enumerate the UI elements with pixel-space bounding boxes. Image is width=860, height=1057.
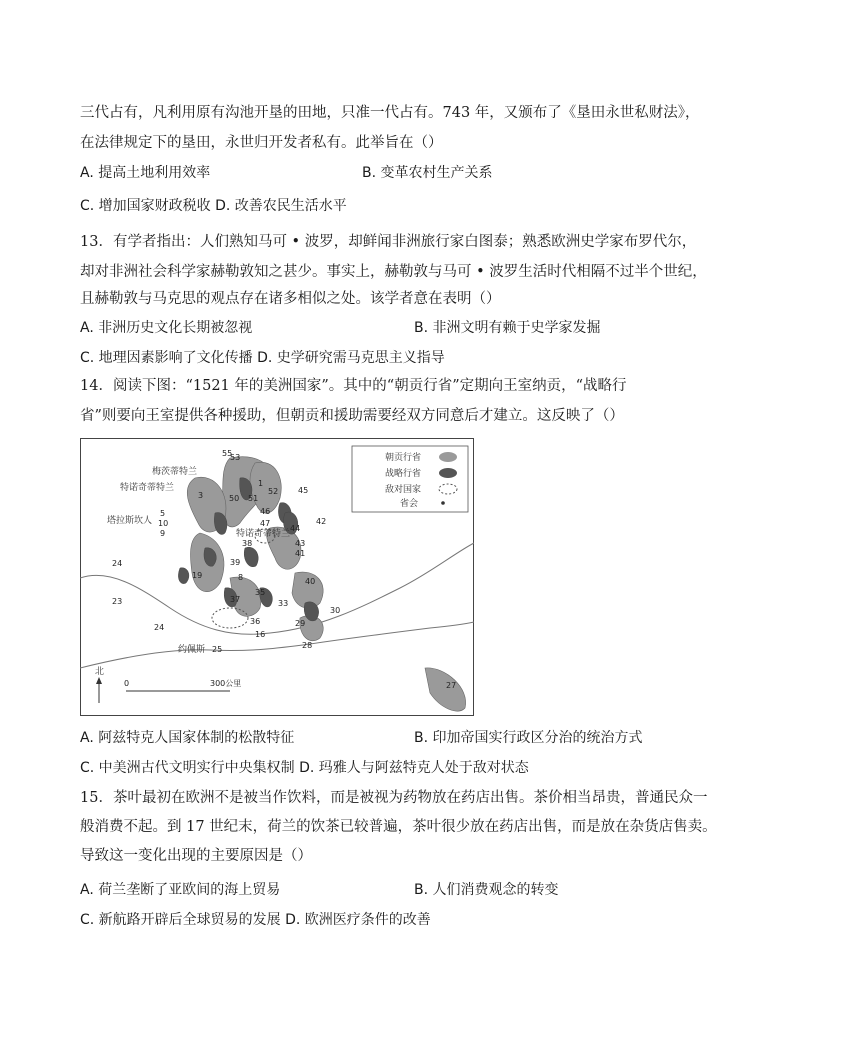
legend-capital-label: 省会: [400, 499, 419, 509]
province-number: 38: [242, 539, 253, 548]
q12-option-a: A. 提高土地利用效率: [80, 165, 211, 181]
province-number: 19: [192, 571, 203, 580]
place-label: 塔拉斯坎人: [107, 516, 153, 526]
q13-option-cd: C. 地理因素影响了文化传播 D. 史学研究需马克思主义指导: [80, 350, 445, 366]
place-label: 约佩斯: [178, 645, 206, 655]
north-label: 北: [95, 667, 105, 677]
q14-line-2: 省”则要向王室提供各种援助，但朝贡和援助需要经双方同意后才建立。这反映了（）: [80, 408, 624, 424]
q14-line-1: 14．阅读下图：“1521 年的美洲国家”。其中的“朝贡行省”定期向王室纳贡，“战略行: [80, 378, 627, 394]
province-number: 23: [112, 597, 123, 606]
q15-option-b: B. 人们消费观念的转变: [414, 882, 559, 898]
province-number: 44: [290, 524, 301, 533]
q15-line-3: 导致这一变化出现的主要原因是（）: [80, 848, 312, 864]
q13-line-3: 且赫勒敦与马克思的观点存在诸多相似之处。该学者意在表明（）: [80, 291, 501, 307]
province-number: 29: [295, 619, 306, 628]
q15-line-2: 般消费不起。到 17 世纪末，荷兰的饮茶已较普遍，茶叶很少放在药店出售，而是放在杂货店售卖。: [80, 819, 717, 835]
province-number: 27: [446, 681, 457, 690]
q15-option-cd: C. 新航路开辟后全球贸易的发展 D. 欧洲医疗条件的改善: [80, 912, 431, 928]
legend-tributary-label: 朝贡行省: [385, 453, 422, 463]
province-number: 24: [154, 623, 165, 632]
q12-option-cd: C. 增加国家财政税收 D. 改善农民生活水平: [80, 198, 347, 214]
province-number: 3: [198, 491, 204, 500]
q13-option-b: B. 非洲文明有赖于史学家发掘: [414, 320, 601, 336]
province-number: 43: [295, 539, 306, 548]
place-label: 梅茨蒂特兰: [152, 467, 198, 477]
province-number: 37: [230, 595, 241, 604]
province-number: 39: [230, 558, 241, 567]
province-number: 24: [112, 559, 123, 568]
province-number: 46: [260, 507, 271, 516]
province-number: 55: [222, 449, 233, 458]
place-label: 特诺奇蒂特兰: [120, 483, 175, 493]
province-number: 5: [160, 509, 166, 518]
province-number: 40: [305, 577, 316, 586]
province-number: 53: [230, 453, 241, 462]
province-number: 25: [212, 645, 223, 654]
q14-option-b: B. 印加帝国实行政区分治的统治方式: [414, 730, 643, 746]
q15-line-1: 15．茶叶最初在欧洲不是被当作饮料，而是被视为药物放在药店出售。茶价相当昂贵，普通民众一: [80, 790, 708, 806]
scale-start: 0: [124, 679, 130, 688]
province-number: 36: [250, 617, 261, 626]
line-1: 三代占有，凡利用原有沟池开垦的田地，只准一代占有。743 年，又颁布了《垦田永世私财法》，: [80, 105, 700, 121]
q14-option-a: A. 阿兹特克人国家体制的松散特征: [80, 730, 295, 746]
province-number: 28: [302, 641, 313, 650]
province-number: 30: [330, 606, 341, 615]
province-number: 51: [248, 494, 259, 503]
q13-option-a: A. 非洲历史文化长期被忽视: [80, 320, 253, 336]
q15-option-a: A. 荷兰垄断了亚欧间的海上贸易: [80, 882, 281, 898]
province-number: 47: [260, 519, 271, 528]
province-number: 10: [158, 519, 169, 528]
line-2: 在法律规定下的垦田，永世归开发者私有。此举旨在（）: [80, 135, 443, 151]
legend-hostile-label: 敌对国家: [385, 485, 422, 495]
province-number: 42: [316, 517, 327, 526]
legend-strategic-label: 战略行省: [385, 469, 422, 479]
province-number: 33: [278, 599, 289, 608]
scale-end: 300公里: [210, 679, 242, 688]
q13-line-2: 却对非洲社会科学家赫勒敦知之甚少。事实上，赫勒敦与马可 • 波罗生活时代相隔不过半个世纪，: [80, 264, 707, 280]
province-number: 9: [160, 529, 166, 538]
province-number: 1: [258, 479, 264, 488]
province-number: 45: [298, 486, 309, 495]
place-label: 特诺奇蒂特兰: [236, 529, 291, 539]
province-number: 8: [238, 573, 244, 582]
province-number: 35: [255, 588, 266, 597]
q13-line-1: 13．有学者指出：人们熟知马可 • 波罗，却鲜闻非洲旅行家白图泰；熟悉欧洲史学家布罗代尔，: [80, 234, 697, 250]
q12-option-b: B. 变革农村生产关系: [362, 165, 493, 181]
province-number: 52: [268, 487, 279, 496]
q14-option-cd: C. 中美洲古代文明实行中央集权制 D. 玛雅人与阿兹特克人处于敌对状态: [80, 760, 529, 776]
province-number: 50: [229, 494, 240, 503]
province-number: 16: [255, 630, 266, 639]
province-number: 41: [295, 549, 306, 558]
americas-1521-map: [80, 438, 474, 716]
